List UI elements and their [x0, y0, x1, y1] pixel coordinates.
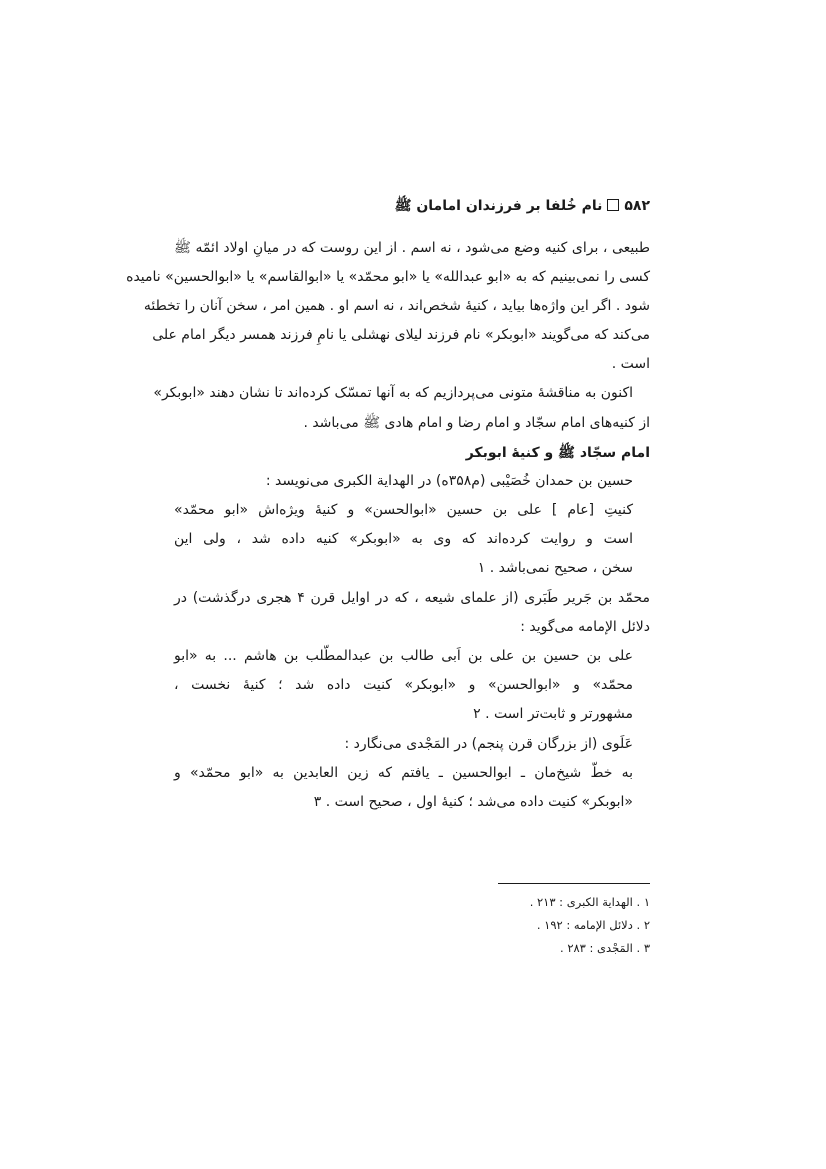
body-line: طبیعی ، برای کنیه وضع می‌شود ، نه اسم . از این روست که در میانِ اولاد ائمّه ﷺ — [174, 240, 650, 256]
quote-line: است و روایت کرده‌اند که وی به «ابوبکر» کنیه داده شد ، ولی این — [174, 531, 633, 547]
footnote-separator — [498, 883, 650, 884]
quote-line: محمّد» و «ابوالحسن» و «ابوبکر» کنیت داده شد ؛ کنیهٔ نخست ، — [174, 677, 633, 693]
body-line: عَلَوی (از بزرگان قرن پنجم) در المَجْدی می‌نگارد : — [344, 736, 633, 752]
footnote: ۱ . الهدایة الکبری : ۲۱۳ . — [529, 895, 650, 909]
quote-line: مشهورتر و ثابت‌تر است . ۲ — [473, 706, 633, 722]
footnote: ۲ . دلائل الإمامه : ۱۹۲ . — [536, 918, 650, 932]
body-line: از کنیه‌های امام سجّاد و امام رضا و امام هادی ﷺ می‌باشد . — [303, 415, 650, 431]
quote-line: «ابوبکر» کنیت داده می‌شد ؛ کنیهٔ اول ، صحیح است . ۳ — [313, 794, 633, 810]
footnote: ۳ . المَجْدی : ۲۸۳ . — [560, 941, 650, 955]
body-line: می‌کند که می‌گویند «ابوبکر» نام فرزند لیلای نهشلی یا نامِ فرزند همسر دیگر امام علی — [152, 327, 650, 343]
body-line: دلائل الإمامه می‌گوید : — [520, 619, 650, 635]
body-line: شود . اگر این واژه‌ها بیاید ، کنیهٔ شخص‌اند ، نه اسم او . همین امر ، سخن آنان را تخطئه — [143, 298, 650, 314]
quote-line: کنیتِ [عام ] علی بن حسین «ابوالحسن» و کنیهٔ ویژه‌اش «ابو محمّد» — [174, 502, 633, 518]
body-line: کسی را نمی‌بینیم که به «ابو عبدالله» یا «ابو محمّد» یا «ابوالقاسم» یا «ابوالحسین» نامیده — [126, 269, 650, 285]
quote-line: علی بن حسین بن علی بن اَبی طالب بن عبدالمطّلب بن هاشم ... به «ابو — [174, 648, 633, 664]
quote-line: سخن ، صحیح نمی‌باشد . ۱ — [477, 560, 633, 576]
body-line: محمّد بن جَریر طَبَری (از علمای شیعه ، که در اوایل قرن ۴ هجری درگذشت) در — [174, 590, 650, 606]
page-number: ۵۸۲ — [624, 198, 650, 214]
body-line: حسین بن حمدان خُصَیْبی (م۳۵۸ه) در الهدایة الکبری می‌نویسد : — [265, 473, 633, 489]
body-line: است . — [611, 356, 650, 372]
section-heading: امام سجّاد ﷺ و کنیهٔ ابوبکر — [465, 445, 650, 461]
quote-line: به خطّ شیخ‌مان ـ ابوالحسین ـ یافتم که زین العابدین به «ابو محمّد» و — [174, 765, 633, 781]
body-line: اکنون به مناقشهٔ متونی می‌پردازیم که به آنها تمسّک کرده‌اند تا نشان دهند «ابوبکر» — [153, 385, 633, 401]
body-text — [126, 0, 650, 900]
running-title: نام خُلفا بر فرزندان امامان ﷺ — [394, 198, 603, 214]
